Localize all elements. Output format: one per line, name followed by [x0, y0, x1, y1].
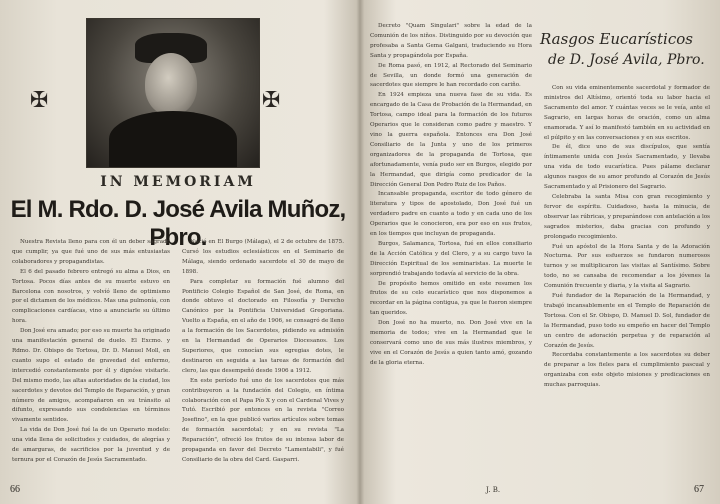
- paragraph: Decreto "Quam Singulari" sobre la edad de la Comunión de los niños. Distinguido por su devoción que profesaba a Santa Gema Galgani, traduciendo su Hora Santa y propagándola por España.: [370, 23, 532, 59]
- paragraph: Fué un apóstol de la Hora Santa y de la Adoración Nocturna. Por sus esfuerzos se fundaron numerosos turnos y se multiplicaron las visitas al Santísimo. Sobre todo, no se cansaba de recomendar a los jóvenes la Comunión frecuente y diaria, y la visita al Sagrario.: [544, 243, 710, 290]
- paragraph: Burgos, Salamanca, Tortosa, fué en ellos consiliario de la Acción Católica y del Clero, y a su cargo tuvo la Dirección Espiritual de los seminaristas. La muerte le sorprendió trabajando todavía al servicio de la obra.: [370, 240, 532, 277]
- left-page-column-2: [182, 238, 344, 490]
- ornamental-cross-icon: ✠: [262, 88, 281, 113]
- paragraph: Fué fundador de la Reparación de la Hermandad, y trabajó incansablemente en el Templo de Reparación de Tortosa. Con el Sr. Obispo, D. Manuel D. Sol, fundador de la Hermandad, puso todo su empeño en hacer del Templo un centro de adoración perpetua y de reparación al Corazón de Jesús.: [544, 293, 710, 349]
- obituary-title: El M. Rdo. D. José Avila Muñoz, Pbro.: [10, 196, 346, 251]
- right-page-column-1: [370, 22, 532, 492]
- priest-portrait-photo: [86, 18, 260, 168]
- paragraph: De él, dice uno de sus discípulos, que sentía íntimamente unida con Jesús Sacramentado, y llevaba una vida de todo eucarística. Pues pálame declarar algunos rasgos de su amor profundo al Corazón de Jesús Sacramentado y al Prisionero del Sagrario.: [544, 144, 710, 191]
- paragraph: Celebraba la santa Misa con gran recogimiento y fervor de espíritu. Cuidadoso, hasta la minucia, de observar las rúbricas, y preparándose con antelación a los sagrados misterios, daba gracias con profundo y prolongado recogimiento.: [544, 193, 710, 240]
- left-page-column-1: [12, 238, 170, 490]
- portrait-face: [145, 53, 197, 115]
- page-number: 66: [10, 484, 20, 495]
- paragraph: Nuestra Revista lleno para con él un deber sagrado que cumplir, ya que fué uno de sus más entusiastas colaboradores y propagandistas.: [12, 239, 170, 265]
- paragraph: Nació en El Burgo (Málaga), el 2 de octubre de 1875. Cursó los estudios eclesiásticos en el Seminario de Málaga, siendo ordenado sacerdote el 30 de mayo de 1898.: [182, 239, 344, 275]
- paragraph: Don José era amado; por eso su muerte ha originado una manifestación general de duelo. El Excmo. y Rdmo. Dr. Obispo de Tortosa, Dr. D. Manuel Moll, en cuanto supo el estado de gravedad del enfermo, intercedió constantemente por él y dignóse visitarle. Del mismo modo, las altas autoridades de la ciudad, los sacerdotes y devotos del Templo de Reparación, y gran número de amigos, acompañaron en su tránsito al difunto, expresando sus condolencias en términos vivamente sentidos.: [12, 328, 170, 424]
- paragraph: De Roma pasó, en 1912, al Rectorado del Seminario de Sevilla, un donde formó una generación de sacerdotes que siempre le han recordado con cariño.: [370, 62, 532, 89]
- paragraph: Para completar su formación fué alumno del Pontificio Colegio Español de San José, de Roma, en donde obtuvo el doctorado en Filosofía y Derecho Canónico por la Pontificia Universidad Gregoriana. Vuelto a España, en el año de 1906, se consagró de lleno a la formación de los Sacerdotes, pidiendo su admisión en la Hermandad de Operarios Diocesanos. Los Superiores, que conocían sus egregias dotes, le destinaron en seguida a las tareas de formación del clero, las que desempeñó desde 1906 a 1912.: [182, 278, 344, 374]
- paragraph: Recordaba constantemente a los sacerdotes su deber de preparar a los fieles para el cumplimiento pascual y organizaba con este objeto misiones y predicaciones en muchas parroquias.: [544, 352, 710, 389]
- article-title-line-2: de D. José Avila, Pbro.: [548, 52, 705, 68]
- paragraph: De propósito hemos omitido en este resumen los frutos de su celo eucarístico que nos disponemos a recordar en la página contigua, ya que le fueron siempre tan queridos.: [370, 280, 532, 317]
- paragraph: En 1924 empieza una nueva fase de su vida. Es encargado de la Casa de Probación de la Hermandad, en Tortosa, campo ideal para la formación de los futuros Operarios que le consideran como padre y maestro. Y vino la guerra española. Entonces era Don José Consiliario de la Junta y uno de los primeros organizadores de la propaganda de Tortosa, que afortunadamente, venía pudo ser en Burgos, elegido por la Hermandad, que dirigía como predicador de la Dirección General Don Pedro Ruiz de los Paños.: [370, 92, 532, 188]
- left-page: [0, 0, 356, 504]
- author-signature: J. B.: [486, 486, 501, 494]
- paragraph: Con su vida eminentemente sacerdotal y formador de ministros del Altísimo, orientó toda su labor hacia el Sacramento del amor. Y cuántas veces se le veía, ante el Sagrario, en largas horas de oración, como un alma enamorada. Y así lo manifestó también en su actividad en el púlpito y en las conversaciones y en sus escritos.: [544, 85, 710, 141]
- paragraph: En este período fué uno de los sacerdotes que más contribuyeron a la fundación del Colegio, en íntima colaboración con el Papa Pío X y con el Cardenal Vives y Tutó. Escribió por entonces en la revista "Correo Josefino", en la que publicó varios artículos sobre temas de formación sacerdotal; y en su revista "La Reparación", ofreció los frutos de su intensa labor de propaganda en favor del Decreto "Lamentabili", y fué Consiliario de la obra del Card. Gasparri.: [182, 377, 344, 463]
- right-page-column-2: [544, 84, 710, 476]
- right-page: [364, 0, 720, 504]
- paragraph: El 6 del pasado febrero entregó su alma a Dios, en Tortosa. Pocos días antes de su muerte estuvo en Barcelona con nosotros, y volvíó lleno de optimismo por el dictamen de los médicos. Mas una pulmonía, con complicaciones cardíacas, vino a anunciarle su último hora.: [12, 268, 170, 325]
- ornamental-cross-icon: ✠: [30, 88, 49, 113]
- page-number: 67: [694, 484, 704, 495]
- paragraph: Incansable propaganda, escritor de todo género de literatura y tipos de apostolado, Don José fué un verdadero padre en cuanto a todo y en cada uno de los Operarios que le conocieron, era por eso en sus frutos, en los tiempos que incluyan de propaganda.: [370, 191, 532, 238]
- in-memoriam-heading: IN MEMORIAM: [100, 174, 256, 190]
- paragraph: La vida de Don José fué la de un Operario modelo: una vida llena de solicitudes y cuidados, de alegrías y de amarguras, de sacrificios por la juventud y de ternura por el Corazón de Jesús Sacramentado.: [12, 427, 170, 463]
- paragraph: Don José no ha muerto, no. Don José vive en la memoria de todos; vive en la Hermandad que le conservará como uno de sus más ilustres miembros, y vive en el Corazón de Jesús a quien tanto amó, gozando de la gloria eterna.: [370, 320, 532, 366]
- article-title-line-1: Rasgos Eucarísticos: [540, 30, 693, 48]
- portrait-cassock: [109, 111, 237, 167]
